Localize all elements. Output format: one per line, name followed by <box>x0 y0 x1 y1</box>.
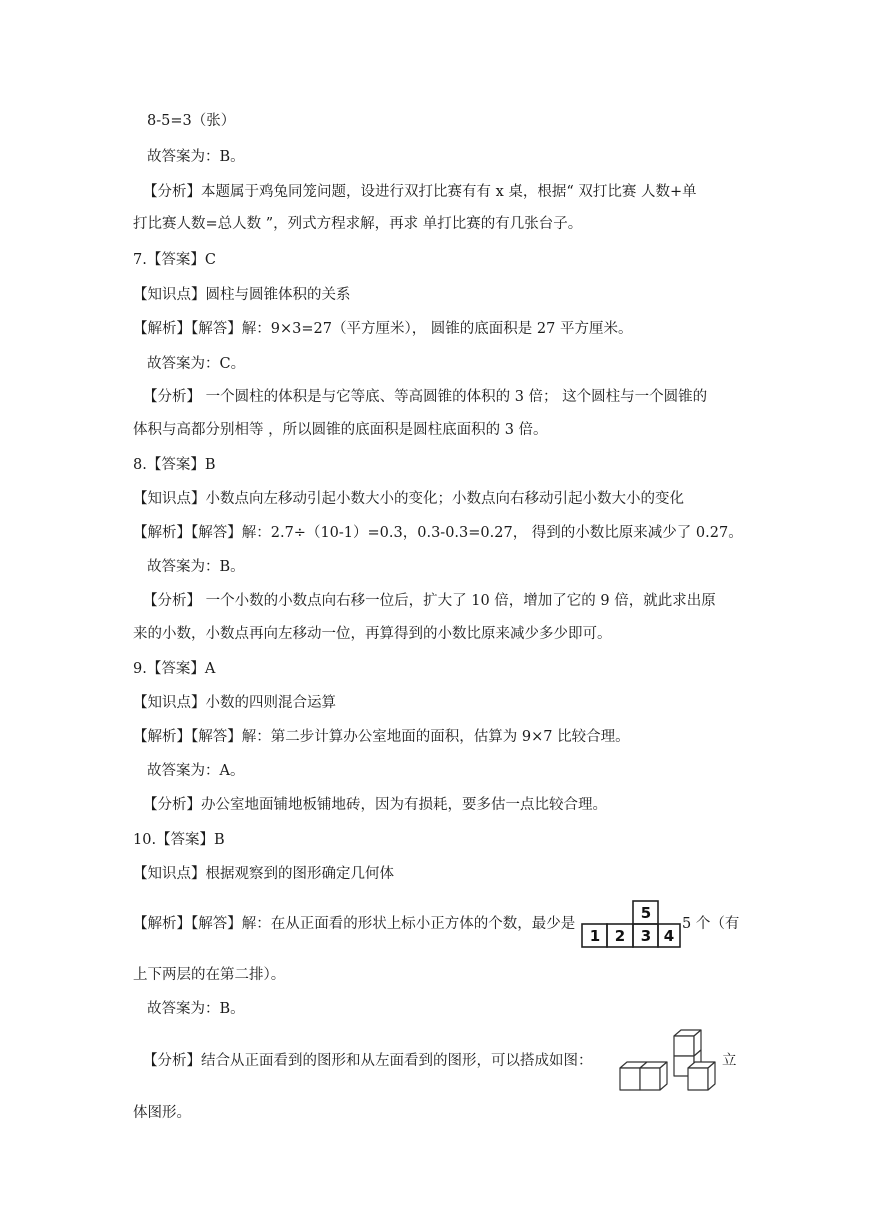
solution-line: 【解析】【解答】解：在从正面看的形状上标小正方体的个数，最少是 <box>133 916 576 932</box>
knowledge-point: 【知识点】小数点向左移动引起小数大小的变化；小数点向右移动引起小数大小的变化 <box>133 491 684 507</box>
solution-line-tail: 5 个（有 <box>682 916 740 932</box>
cube-stack-figure <box>618 1026 722 1094</box>
solution-line: 【解析】【解答】解：第二步计算办公室地面的面积，估算为 9×7 比较合理。 <box>133 729 630 745</box>
cell-label: 1 <box>589 927 601 945</box>
calc-line: 8-5=3（张） <box>147 113 236 129</box>
knowledge-point: 【知识点】圆柱与圆锥体积的关系 <box>133 287 351 303</box>
analysis-line: 【分析】本题属于鸡兔同笼问题，设进行双打比赛有有 x 桌，根据“ 双打比赛 人数+单 <box>143 184 697 200</box>
answer-line: 故答案为：B。 <box>147 1001 245 1017</box>
analysis-line: 【分析】 一个圆柱的体积是与它等底、等高圆锥的体积的 3 倍； 这个圆柱与一个圆锥的 <box>143 389 708 405</box>
answer-line: 故答案为：B。 <box>147 149 245 165</box>
cell-top-label: 5 <box>640 904 652 922</box>
front-view-figure <box>580 899 682 949</box>
solution-line: 上下两层的在第二排）。 <box>133 967 286 983</box>
solution-line: 【解析】【解答】解：2.7÷（10-1）=0.3，0.3-0.3=0.27， 得到的小数比原来减少了 0.27。 <box>133 525 743 541</box>
answer-heading-7: 7.【答案】C <box>133 252 216 268</box>
answer-heading-10: 10.【答案】B <box>133 832 225 848</box>
analysis-line: 【分析】结合从正面看到的图形和从左面看到的图形，可以搭成如图： <box>143 1053 593 1069</box>
solution-line: 【解析】【解答】解：9×3=27（平方厘米）， 圆锥的底面积是 27 平方厘米。 <box>133 321 633 337</box>
analysis-line: 【分析】 一个小数的小数点向右移一位后，扩大了 10 倍，增加了它的 9 倍，就此求出原 <box>143 593 716 609</box>
answer-heading-9: 9.【答案】A <box>133 661 216 677</box>
answer-heading-8: 8.【答案】B <box>133 457 216 473</box>
cell-label: 2 <box>614 927 626 945</box>
cell-label: 3 <box>640 927 652 945</box>
analysis-line: 打比赛人数=总人数 ”，列式方程求解，再求 单打比赛的有几张台子。 <box>133 216 583 232</box>
answer-line: 故答案为：B。 <box>147 559 245 575</box>
knowledge-point: 【知识点】小数的四则混合运算 <box>133 695 336 711</box>
analysis-line: 体积与高都分别相等 ，所以圆锥的底面积是圆柱底面积的 3 倍。 <box>133 422 548 438</box>
analysis-line: 体图形。 <box>133 1105 191 1121</box>
answer-line: 故答案为：A。 <box>147 763 245 779</box>
analysis-line: 来的小数，小数点再向左移动一位，再算得到的小数比原来减少多少即可。 <box>133 626 612 642</box>
analysis-line-tail: 立 <box>722 1053 737 1069</box>
answer-line: 故答案为：C。 <box>147 356 246 372</box>
analysis-line: 【分析】办公室地面铺地板铺地砖，因为有损耗，要多估一点比较合理。 <box>143 797 607 813</box>
knowledge-point: 【知识点】根据观察到的图形确定几何体 <box>133 866 394 882</box>
cell-label: 4 <box>663 927 675 945</box>
